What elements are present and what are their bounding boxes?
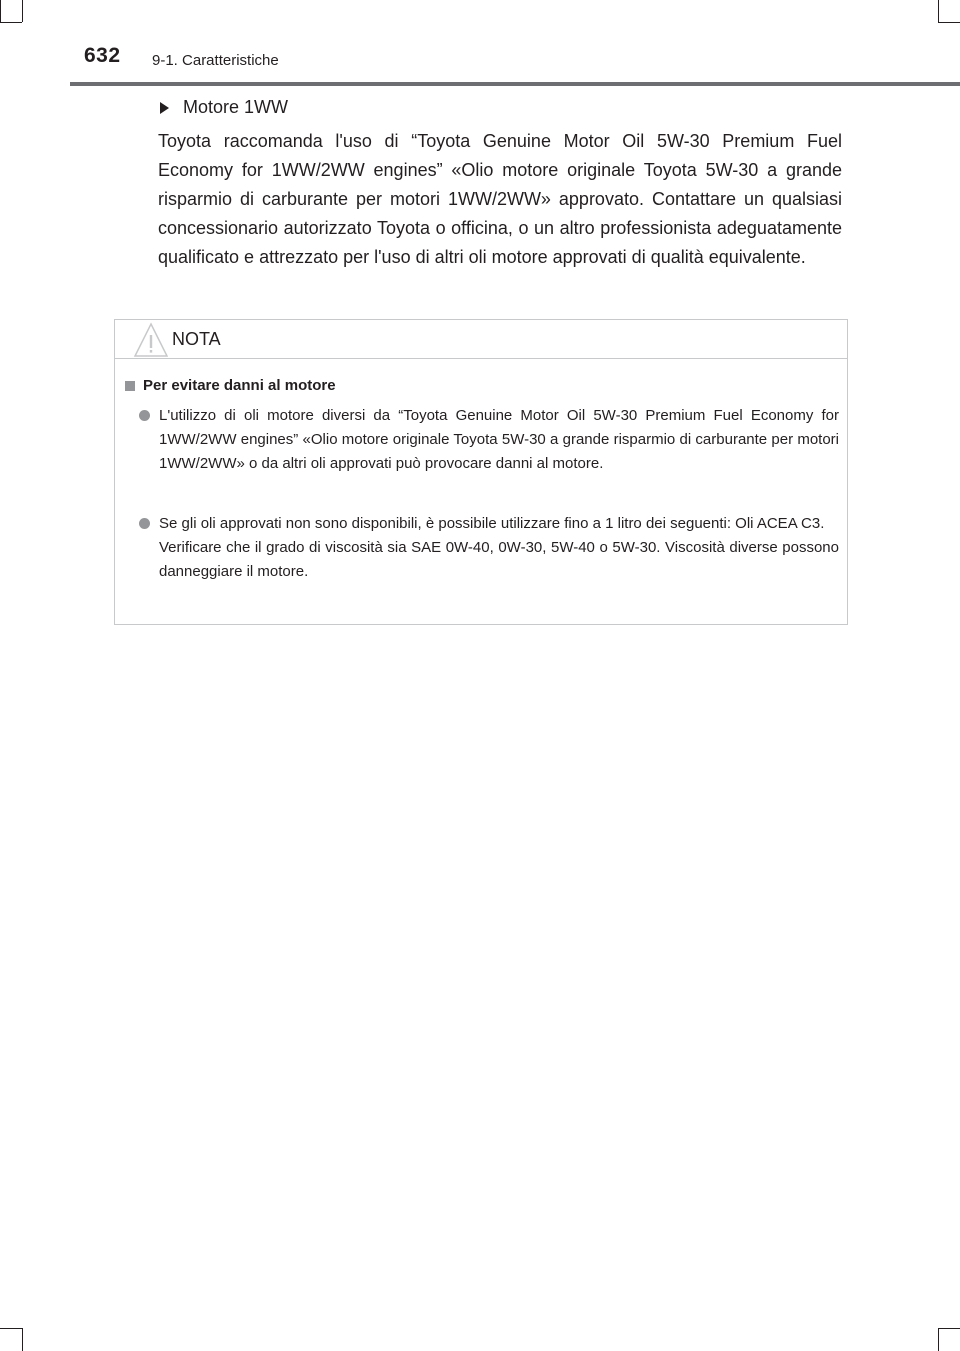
crop-mark	[22, 1328, 23, 1351]
crop-mark	[938, 1328, 960, 1329]
note-title: NOTA	[172, 329, 221, 349]
warning-triangle-icon	[133, 322, 169, 358]
circle-bullet-icon	[139, 410, 150, 421]
crop-mark	[0, 1328, 22, 1329]
square-bullet-icon	[125, 381, 135, 391]
section-title: 9-1. Caratteristiche	[152, 52, 279, 69]
crop-mark	[938, 22, 960, 23]
list-item	[139, 512, 839, 584]
list-item-text: Se gli oli approvati non sono disponibili, è possibile utilizzare fino a 1 litro dei seguenti: Oli ACEA C3. Verificare che il grado di viscosità sia SAE 0W-40, 0W-30, 5W-40 o 5W-30. Viscosità diverse possono danneggiare il motore.	[159, 515, 839, 580]
list-item-text: L'utilizzo di oli motore diversi da “Toyota Genuine Motor Oil 5W-30 Premium Fuel Economy for 1WW/2WW engines” «Olio motore originale Toyota 5W-30 a grande risparmio di carburante per motori 1WW/2WW» o da altri oli approvati può provocare danni al motore.	[159, 407, 839, 472]
crop-mark	[0, 0, 1, 22]
arrow-right-icon	[160, 102, 169, 114]
note-sub-heading-text: Per evitare danni al motore	[143, 377, 336, 394]
body-paragraph: Toyota raccomanda l'uso di “Toyota Genuine Motor Oil 5W-30 Premium Fuel Economy for 1WW/2WW engines” «Olio motore originale Toyota 5W-30 a grande risparmio di carburante per motori 1WW/2WW» approvato. Contattare un qualsiasi concessionario autorizzato Toyota o officina, o un altro professionista adeguatamente qualificato e attrezzato per l'uso di altri oli motore approvati di qualità equivalente.	[158, 131, 842, 267]
subsection-heading	[160, 97, 288, 118]
header-rule	[70, 82, 960, 86]
crop-mark	[22, 0, 23, 22]
note-sub-heading	[125, 377, 336, 394]
note-box	[114, 319, 848, 625]
page-number: 632	[84, 44, 121, 67]
note-header	[115, 320, 847, 359]
crop-mark	[0, 22, 22, 23]
crop-mark	[938, 0, 939, 22]
crop-mark	[938, 1328, 939, 1351]
list-item	[139, 404, 839, 476]
subsection-heading-text: Motore 1WW	[183, 97, 289, 117]
circle-bullet-icon	[139, 518, 150, 529]
